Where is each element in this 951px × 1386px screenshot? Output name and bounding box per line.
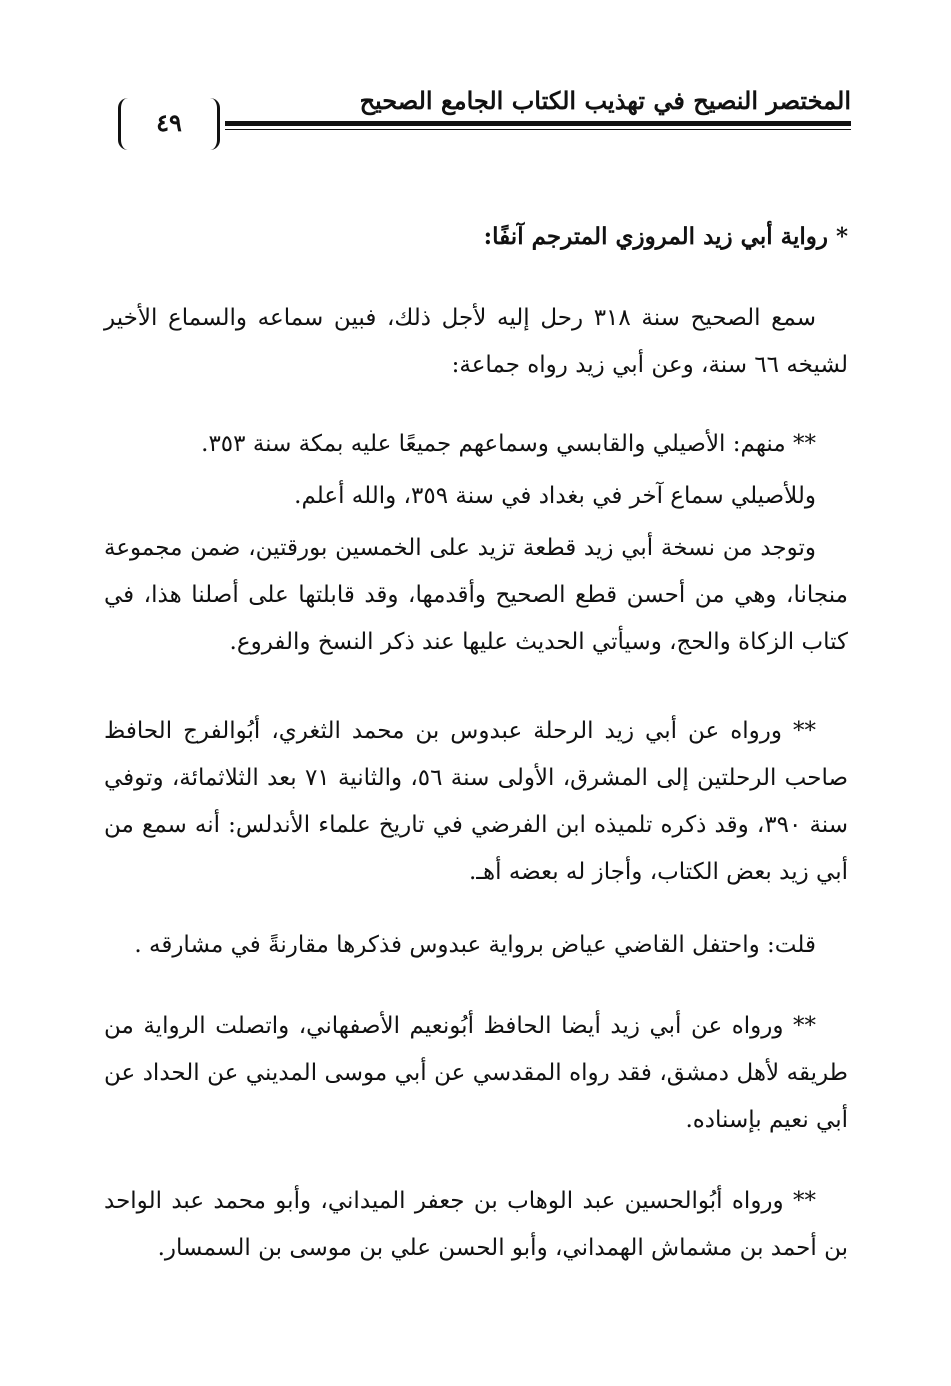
paragraph-1: سمع الصحيح سنة ٣١٨ رحل إليه لأجل ذلك، فبين سماعه والسماع الأخير لشيخه ٦٦ سنة، وعن أبي زيد رواه جماعة: [104, 305, 848, 378]
page-number: ٤٩ [156, 108, 182, 137]
header-rule-thick [225, 121, 851, 126]
section-heading: * رواية أبي زيد المروزي المترجم آنفًا: [483, 223, 848, 250]
paragraph-2: ** منهم: الأصيلي والقابسي وسماعهم جميعًا عليه بمكة سنة ٣٥٣. [201, 431, 816, 457]
running-header-title: المختصر النصيح في تهذيب الكتاب الجامع الصحيح [359, 86, 851, 115]
header-rule-thin [225, 129, 851, 130]
paragraph-3: وللأصيلي سماع آخر في بغداد في سنة ٣٥٩، والله أعلم. [294, 483, 816, 509]
page-number-frame [118, 98, 220, 150]
paragraph-7: ** ورواه عن أبي زيد أيضا الحافظ أبُونعيم الأصفهاني، واتصلت الرواية من طريقه لأهل دمشق، فقد رواه المقدسي عن أبي موسى المديني عن الحداد عن أبي نعيم بإسناده. [104, 1013, 848, 1133]
paragraph-6: قلت: واحتفل القاضي عياض برواية عبدوس فذكرها مقارنةً في مشارقه . [134, 932, 816, 958]
paragraph-5: ** ورواه عن أبي زيد الرحلة عبدوس بن محمد الثغري، أبُوالفرج الحافظ صاحب الرحلتين إلى المشرق، الأولى سنة ٥٦، والثانية ٧١ بعد الثلاثمائة، وتوفي سنة ٣٩٠، وقد ذكره تلميذه ابن الفرضي في تاريخ علماء الأندلس: أنه سمع من أبي زيد بعض الكتاب، وأجاز له بعضه أهـ. [104, 718, 849, 885]
paragraph-4: وتوجد من نسخة أبي زيد قطعة تزيد على الخمسين بورقتين، ضمن مجموعة منجانا، وهي من أحسن قطع الصحيح وأقدمها، وقد قابلتها على أصلنا هذا، في كتاب الزكاة والحج، وسيأتي الحديث عليها عند ذكر النسخ والفروع. [104, 535, 848, 655]
paragraph-8: ** ورواه أبُوالحسين عبد الوهاب بن جعفر الميداني، وأبو محمد عبد الواحد بن أحمد بن مشماش الهمداني، وأبو الحسن علي بن موسى بن السمسار. [104, 1188, 848, 1261]
